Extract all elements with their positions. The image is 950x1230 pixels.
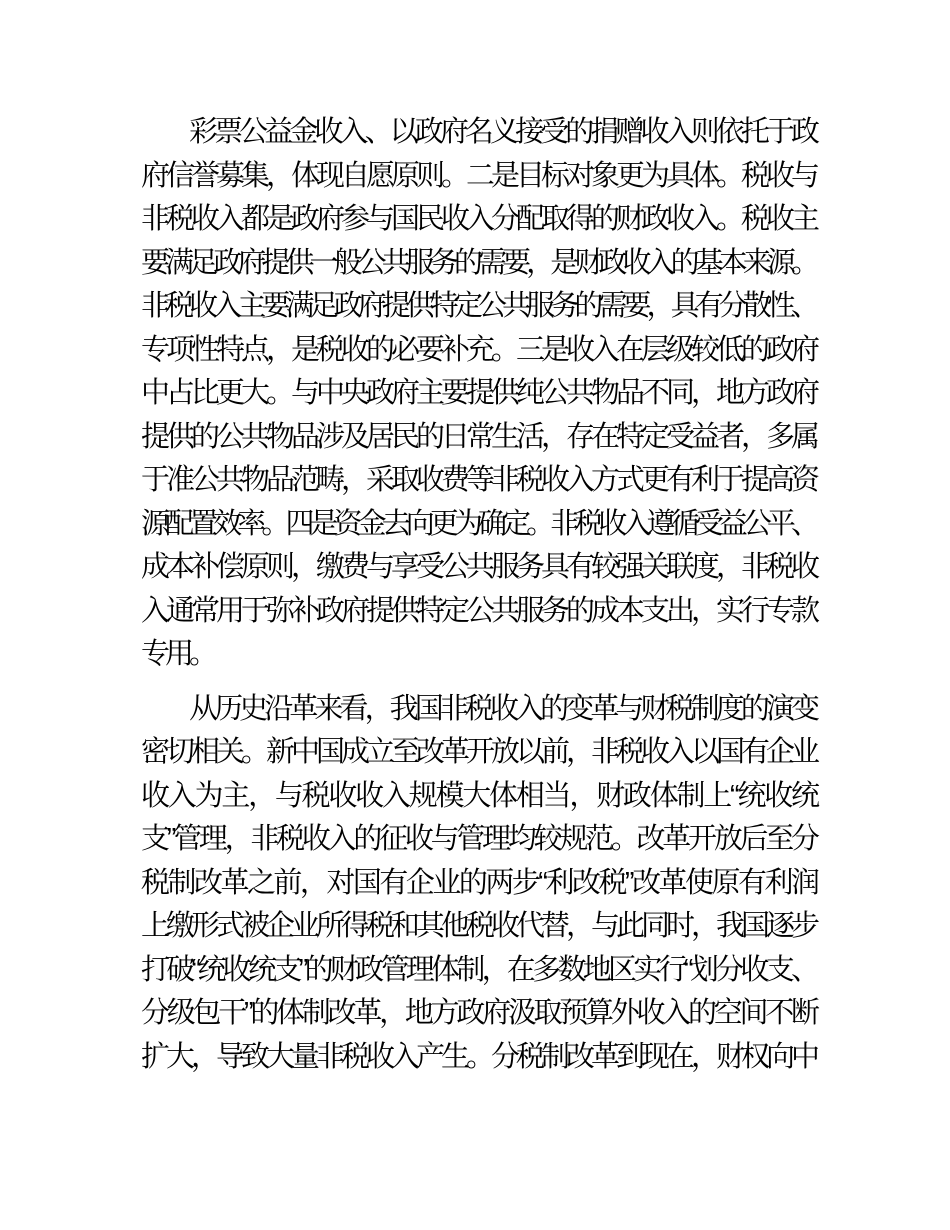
text-line: 从历史沿革来看，我国非税收入的变革与财税制度的演变 (189, 692, 815, 725)
text-line: 源配置效率。四是资金去向更为确定。非税收入遵循受益公平、 (141, 507, 815, 540)
text-line: 收入为主，与税收收入规模大体相当，财政体制上“统收统 (141, 779, 815, 812)
text-line: 专项性特点，是税收的必要补充。三是收入在层级较低的政府 (141, 333, 815, 366)
text-line: 支”管理，非税收入的征收与管理均较规范。改革开放后至分 (141, 823, 815, 855)
text-line: 扩大，导致大量非税收入产生。分税制改革到现在，财权向中 (141, 1040, 815, 1073)
text-line: 于准公共物品范畴，采取收费等非税收入方式更有利于提高资 (141, 464, 815, 496)
document-text-block (141, 111, 815, 1079)
text-line: 彩票公益金收入、以政府名义接受的捐赠收入则依托于政 (189, 116, 815, 148)
paragraph-non-tax-revenue-features (141, 111, 815, 677)
text-line: 打破“统收统支”的财政管理体制，在多数地区实行“划分收支、 (141, 953, 815, 986)
paragraph-historical-evolution (141, 688, 815, 1080)
text-line: 非税收入主要满足政府提供特定公共服务的需要，具有分散性、 (141, 290, 815, 322)
text-line: 入通常用于弥补政府提供特定公共服务的成本支出，实行专款 (141, 594, 815, 627)
text-line: 非税收入都是政府参与国民收入分配取得的财政收入。税收主 (141, 203, 815, 235)
text-line: 密切相关。新中国成立至改革开放以前，非税收入以国有企业 (141, 736, 815, 768)
text-line: 税制改革之前，对国有企业的两步“利改税”改革使原有利润 (141, 866, 815, 899)
text-line: 提供的公共物品涉及居民的日常生活，存在特定受益者，多属 (141, 420, 815, 453)
text-line: 府信誉募集，体现自愿原则。二是目标对象更为具体。税收与 (141, 159, 815, 192)
text-line: 要满足政府提供一般公共服务的需要，是财政收入的基本来源。 (141, 246, 815, 279)
text-line: 专用。 (141, 638, 214, 670)
text-line: 分级包干”的体制改革，地方政府汲取预算外收入的空间不断 (141, 997, 815, 1029)
text-line: 中占比更大。与中央政府主要提供纯公共物品不同，地方政府 (141, 377, 815, 409)
text-line: 上缴形式被企业所得税和其他税收代替，与此同时，我国逐步 (141, 910, 815, 942)
text-line: 成本补偿原则，缴费与享受公共服务具有较强关联度，非税收 (141, 551, 815, 583)
